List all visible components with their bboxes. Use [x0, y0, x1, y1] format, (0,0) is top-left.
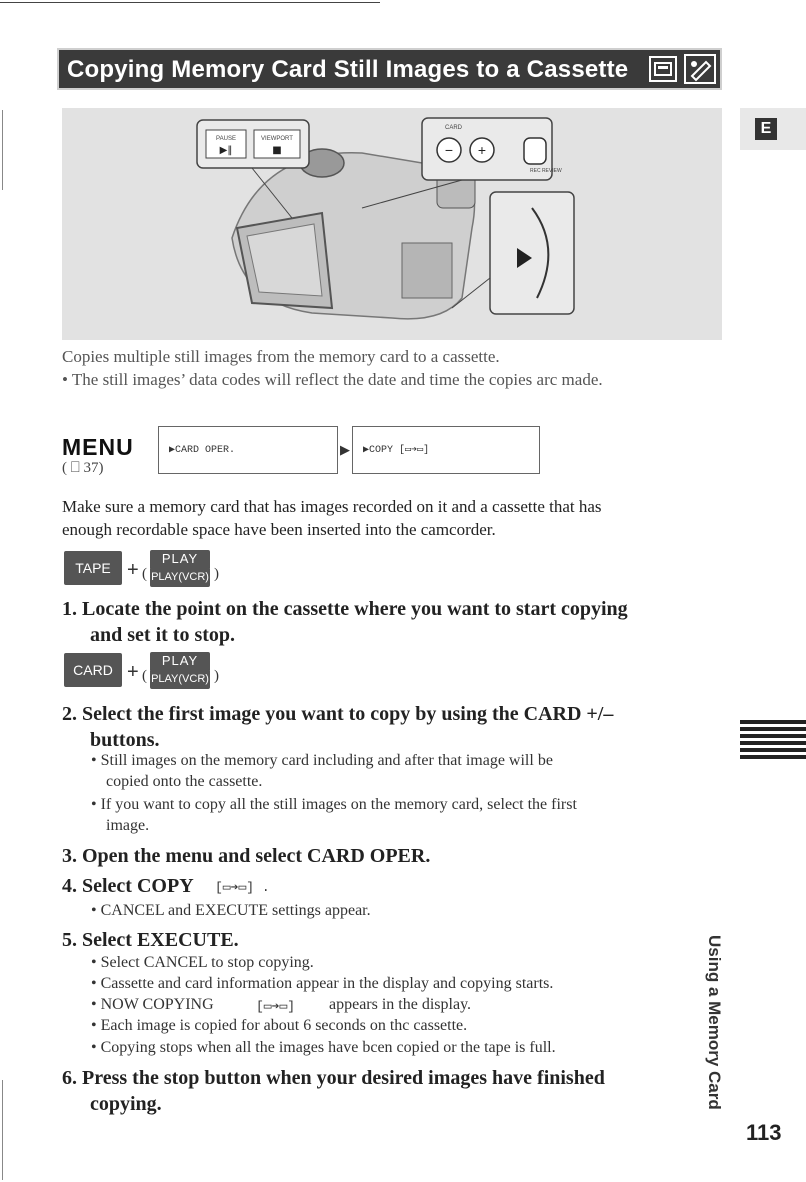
left-btn2-top: VIEWPORT [261, 136, 293, 142]
step-2-line-1: 2. Select the first image you want to copy by using the CARD +/– [62, 703, 614, 725]
step-3: 3. Open the menu and select CARD OPER. [62, 845, 431, 867]
mode1-open-paren: ( [142, 566, 147, 582]
menu-page-ref: ( ⎕ 37) [62, 460, 104, 476]
mode1-play-vcr: PLAY(VCR) [150, 567, 210, 587]
step-1-line-2: and set it to stop. [90, 624, 236, 646]
step-5-bullet-3a: • NOW COPYING [91, 996, 214, 1013]
step-5: 5. Select EXECUTE. [62, 929, 239, 951]
tape-mode-badge: TAPE [64, 551, 122, 585]
camcorder-illustration [62, 108, 722, 340]
menu-arrow-icon: ▶ [340, 442, 350, 457]
step-6-line-1: 6. Press the stop button when your desired images have finished [62, 1067, 605, 1089]
language-tab [740, 108, 806, 150]
tape-mode-icon [684, 54, 716, 84]
left-rule [2, 110, 3, 190]
step-5-bullet-2: • Cassette and card information appear in the display and copying starts. [91, 975, 554, 992]
card-mode-icon [649, 56, 677, 82]
card-minus-button: − [444, 142, 454, 158]
step-2-bullet-1b: copied onto the cassette. [106, 773, 263, 790]
step-5-copy-icon: [▭➔▭] [256, 999, 296, 1014]
side-tab-bars [740, 720, 806, 762]
mode2-play-vcr: PLAY(VCR) [150, 669, 210, 689]
section-title-bar [57, 48, 722, 90]
prep-line-2: enough recordable space have been inserted into the camcorder. [62, 520, 496, 539]
card-mode-badge: CARD [64, 653, 122, 687]
step-2-bullet-2a: • If you want to copy all the still images on the memory card, select the first [91, 796, 577, 813]
menu-item-card-oper: ▶CARD OPER. [169, 445, 236, 456]
intro-line-2: • The still images’ data codes will reflect the date and time the copies arc made. [62, 370, 603, 389]
prep-line-1: Make sure a memory card that has images recorded on it and a cassette that has [62, 497, 602, 516]
section-side-label: Using a Memory Card [705, 935, 724, 1110]
intro-line-1: Copies multiple still images from the memory card to a cassette. [62, 347, 500, 366]
mode2-play-label: PLAY [150, 652, 210, 670]
step-2-bullet-1a: • Still images on the memory card including and after that image will be [91, 752, 553, 769]
menu-box-card-oper [158, 426, 338, 474]
step-2-bullet-2b: image. [106, 817, 150, 834]
left-btn1-bottom: ▶‖ [219, 145, 233, 156]
step-4-bullet-1: • CANCEL and EXECUTE settings appear. [91, 902, 371, 919]
mode1-play-label: PLAY [150, 550, 210, 568]
step-6-line-2: copying. [90, 1093, 162, 1115]
left-rule-bottom [2, 1080, 3, 1180]
menu-label: MENU [62, 434, 134, 460]
step-5-bullet-4: • Each image is copied for about 6 seconds on thc cassette. [91, 1017, 468, 1034]
page-number: 113 [746, 1120, 782, 1145]
left-btn2-bottom: ■ [272, 145, 282, 156]
step-4: 4. Select COPY [62, 875, 194, 897]
menu-item-copy: ▶COPY [▭➔▭] [363, 445, 430, 456]
step-4-copy-icon: [▭➔▭] . [215, 880, 270, 895]
mode1-close-paren: ) [214, 566, 219, 582]
mode2-close-paren: ) [214, 668, 219, 684]
menu-box-copy [352, 426, 540, 474]
rec-review-label: REC REVIEW [530, 168, 562, 174]
step-1-line-1: 1. Locate the point on the cassette where you want to start copying [62, 598, 628, 620]
mode2-plus: + [127, 661, 139, 683]
step-5-bullet-1: • Select CANCEL to stop copying. [91, 954, 314, 971]
step-5-bullet-3b: appears in the display. [329, 996, 472, 1013]
card-label: CARD [445, 125, 463, 131]
step-2-line-2: buttons. [90, 729, 160, 751]
page-title: Copying Memory Card Still Images to a Cassette [67, 56, 629, 83]
language-tab-letter: E [755, 118, 777, 140]
mode1-plus: + [127, 559, 139, 581]
step-5-bullet-5: • Copying stops when all the images have bcen copied or the tape is full. [91, 1039, 556, 1056]
card-plus-button: + [477, 142, 487, 158]
left-btn1-top: PAUSE [216, 136, 236, 142]
top-rule [0, 2, 380, 3]
mode2-open-paren: ( [142, 668, 147, 684]
